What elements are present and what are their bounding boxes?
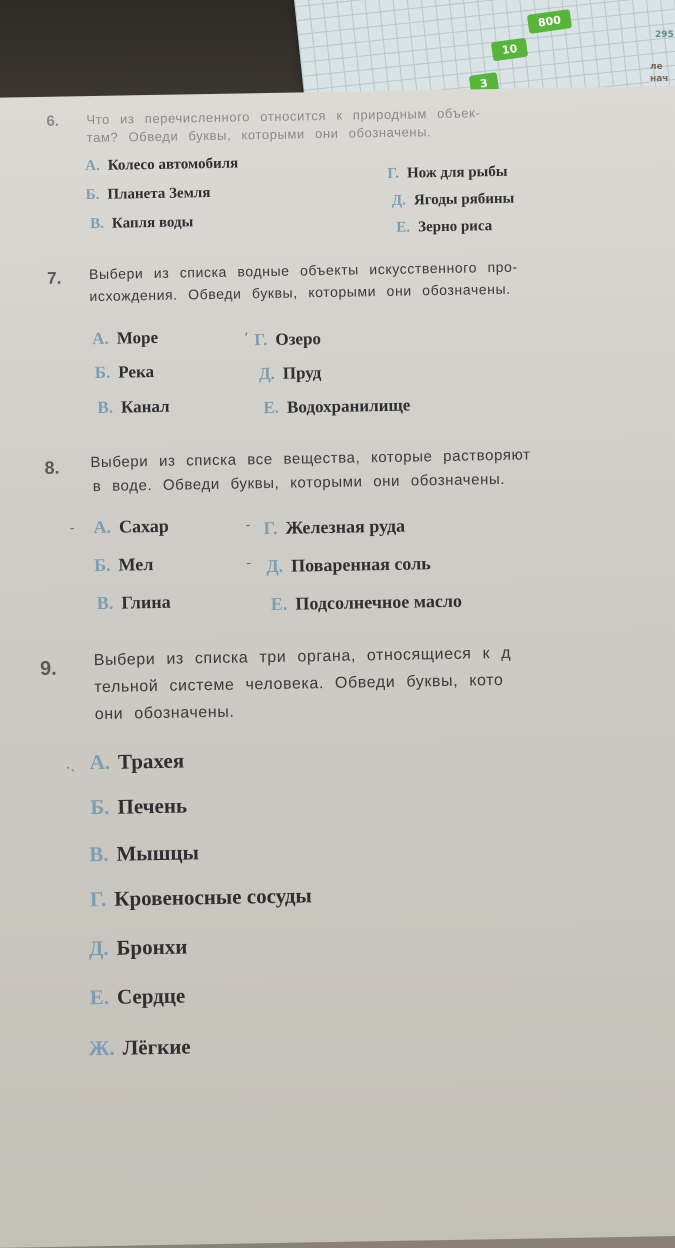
answer-option <box>95 362 155 383</box>
option-letter: Е. <box>89 984 110 1010</box>
question-number: 6. <box>46 112 60 130</box>
option-text: Зерно риса <box>417 218 493 236</box>
option-text: Озеро <box>275 329 322 349</box>
corner-text: нач <box>650 74 669 84</box>
answer-option <box>266 553 431 577</box>
option-letter: Б. <box>85 186 100 204</box>
answer-option <box>263 396 410 419</box>
option-letter: В. <box>89 841 109 867</box>
number-chip: 10 <box>491 38 529 62</box>
question-text: в воде. Обведи буквы, которыми они обозначены. <box>92 470 506 496</box>
answer-option <box>263 516 405 539</box>
option-letter: А. <box>89 749 111 775</box>
option-text: Река <box>118 362 155 382</box>
option-text: Водохранилище <box>286 395 411 417</box>
option-letter: Б. <box>94 362 111 383</box>
option-text: Кровеносные сосуды <box>114 883 313 911</box>
option-letter: Б. <box>93 554 111 576</box>
question-text: Что из перечисленного относится к природным объек- <box>86 105 481 128</box>
option-text: Подсолнечное масло <box>295 590 463 614</box>
option-text: Поваренная соль <box>290 553 431 576</box>
question-number: 8. <box>44 457 60 478</box>
answer-option <box>387 164 507 183</box>
option-letter: В. <box>96 592 114 614</box>
number-chip: 800 <box>527 9 572 34</box>
option-text: Лёгкие <box>122 1034 191 1060</box>
option-letter: Е. <box>263 397 280 418</box>
answer-option <box>88 1034 190 1061</box>
answer-option <box>396 218 492 237</box>
option-text: Пруд <box>282 363 322 383</box>
option-text: Бронхи <box>116 934 188 960</box>
answer-option <box>94 554 154 576</box>
answer-option <box>90 984 186 1011</box>
pencil-mark: ‘ <box>244 330 249 347</box>
option-letter: Д. <box>266 555 284 577</box>
option-text: Трахея <box>117 748 185 774</box>
answer-option <box>254 329 321 350</box>
question-text: там? Обведи буквы, которыми они обозначены. <box>86 124 432 146</box>
option-letter: Е. <box>270 593 288 614</box>
option-text: Канал <box>120 396 170 417</box>
option-letter: В. <box>90 215 105 233</box>
pencil-mark: ‐ <box>246 555 252 572</box>
option-text: Глина <box>121 591 171 613</box>
option-letter: Г. <box>387 165 400 182</box>
pencil-mark: .ˎ <box>65 756 78 773</box>
option-letter: А. <box>85 157 100 175</box>
option-text: Планета Земля <box>107 184 211 203</box>
option-text: Ягоды рябины <box>413 190 515 209</box>
workbook-page <box>0 85 675 1248</box>
question-text: они обозначены. <box>94 703 235 724</box>
pencil-mark: ‐ <box>245 517 251 534</box>
answer-option <box>85 156 238 176</box>
pencil-mark: ‐ <box>69 520 75 537</box>
answer-option <box>86 185 211 204</box>
answer-option <box>259 363 322 384</box>
answer-option <box>97 592 171 614</box>
option-letter: Д. <box>88 935 109 961</box>
question-text: Выбери из списка все вещества, которые растворяют <box>90 446 531 472</box>
question-number: 9. <box>39 657 57 681</box>
answer-option <box>97 397 170 418</box>
option-text: Сахар <box>118 515 169 537</box>
question-text: Выбери из списка водные объекты искусственного про- <box>88 258 518 283</box>
option-letter: А. <box>93 516 112 538</box>
question-text: исхождения. Обведи буквы, которыми они обозначены. <box>89 280 511 305</box>
option-letter: Е. <box>396 219 411 236</box>
corner-text: ле <box>650 62 663 72</box>
question-text: тельной системе человека. Обведи буквы, кото <box>94 671 504 697</box>
option-letter: Г. <box>263 517 278 539</box>
option-text: Печень <box>117 793 188 819</box>
answer-option <box>89 749 184 776</box>
option-text: Железная руда <box>285 515 406 538</box>
option-text: Капля воды <box>111 214 194 232</box>
answer-option <box>92 328 158 349</box>
answer-option <box>93 516 169 538</box>
corner-number: 295 <box>655 30 674 40</box>
option-letter: Ж. <box>88 1035 115 1061</box>
answer-option <box>90 214 193 233</box>
option-text: Мышцы <box>116 840 200 866</box>
question-text: Выбери из списка три органа, относящиеся к д <box>93 644 512 670</box>
option-letter: Г. <box>89 886 107 912</box>
option-letter: В. <box>97 397 114 417</box>
number-chip: 3 <box>469 72 499 95</box>
option-letter: Д. <box>391 192 407 209</box>
option-text: Колесо автомобиля <box>107 155 239 174</box>
answer-option <box>90 793 187 820</box>
option-text: Мел <box>118 554 154 575</box>
option-text: Море <box>116 327 159 348</box>
option-text: Сердце <box>116 983 186 1009</box>
answer-option <box>90 883 312 912</box>
option-letter: А. <box>92 328 109 349</box>
option-letter: Г. <box>254 330 268 350</box>
answer-option <box>89 840 199 867</box>
answer-option <box>392 191 515 210</box>
option-text: Нож для рыбы <box>406 163 508 182</box>
option-letter: Б. <box>90 794 110 820</box>
answer-option <box>271 591 462 615</box>
question-number: 7. <box>46 268 62 288</box>
answer-option <box>89 935 188 962</box>
option-letter: Д. <box>258 363 275 384</box>
